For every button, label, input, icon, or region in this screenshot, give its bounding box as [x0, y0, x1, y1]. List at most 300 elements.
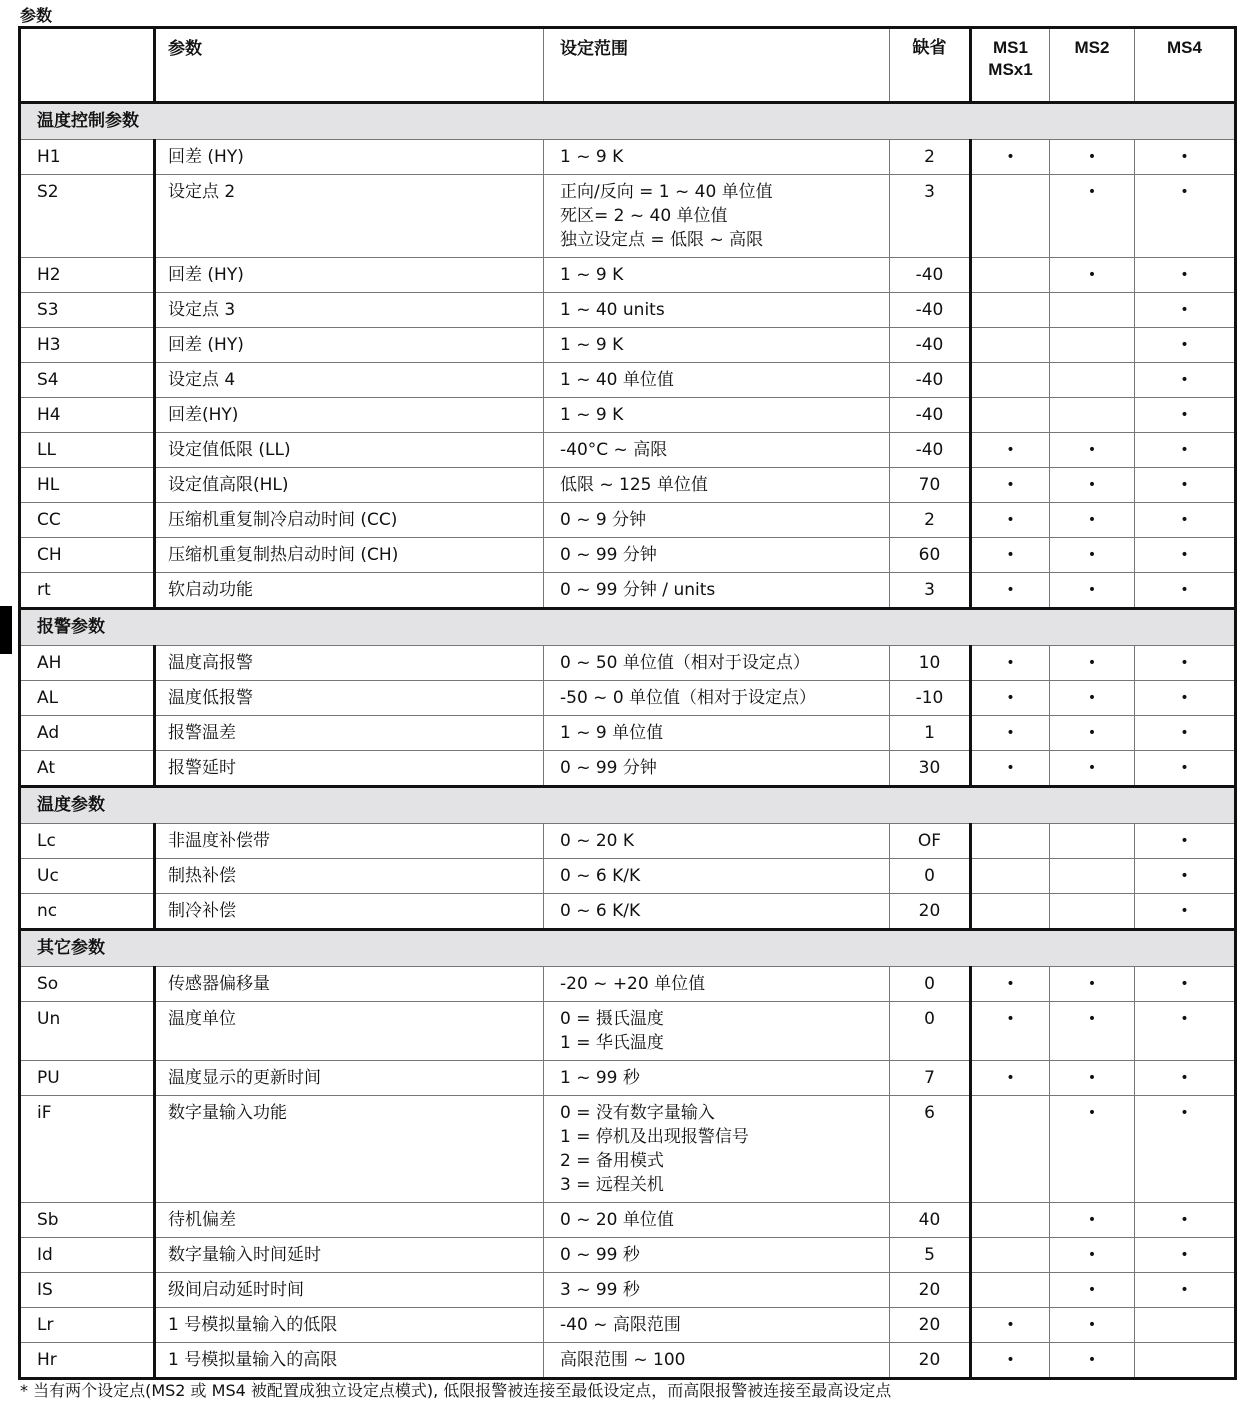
ms4-bullet-icon: •: [1180, 1011, 1189, 1027]
support-ms4: [1135, 1002, 1236, 1061]
param-name: 设定点 2: [155, 175, 544, 258]
param-name: 制热补偿: [155, 859, 544, 894]
param-range: [544, 646, 890, 681]
ms1-bullet-icon: •: [1006, 582, 1015, 598]
param-code: H2: [20, 258, 155, 293]
support-ms1: [971, 1002, 1050, 1061]
table-row: [20, 293, 1236, 328]
support-ms4: [1135, 1096, 1236, 1203]
ms2-bullet-icon: •: [1087, 184, 1097, 200]
support-ms2: [1050, 293, 1135, 328]
header-default: 缺省: [890, 28, 971, 103]
ms2-bullet-icon: •: [1087, 1247, 1097, 1263]
param-range: [544, 1308, 890, 1343]
table-row: [20, 398, 1236, 433]
ms1-bullet-icon: •: [1006, 442, 1015, 458]
table-row: [20, 646, 1236, 681]
table-row: [20, 140, 1236, 175]
param-name: 温度显示的更新时间: [155, 1061, 544, 1096]
param-name: 报警温差: [155, 716, 544, 751]
ms4-bullet-icon: •: [1180, 267, 1189, 283]
param-range: [544, 140, 890, 175]
param-name: 传感器偏移量: [155, 967, 544, 1002]
range-line: 0 = 没有数字量输入: [560, 1103, 715, 1123]
ms1-bullet-icon: •: [1006, 655, 1015, 671]
ms4-bullet-icon: •: [1180, 547, 1189, 563]
ms4-bullet-icon: •: [1180, 512, 1189, 528]
param-code: AL: [20, 681, 155, 716]
param-name: 回差 (HY): [155, 328, 544, 363]
param-range: [544, 859, 890, 894]
param-name: 压缩机重复制冷启动时间 (CC): [155, 503, 544, 538]
ms1-bullet-icon: •: [1006, 725, 1015, 741]
param-default: 40: [890, 1203, 971, 1238]
ms2-bullet-icon: •: [1087, 1317, 1097, 1333]
table-row: [20, 503, 1236, 538]
param-range: [544, 258, 890, 293]
header-param: 参数: [155, 28, 544, 103]
param-default: -40: [890, 293, 971, 328]
param-name: 1 号模拟量输入的低限: [155, 1308, 544, 1343]
param-code: nc: [20, 894, 155, 930]
support-ms1: [971, 1238, 1050, 1273]
table-row: [20, 1343, 1236, 1379]
param-default: 60: [890, 538, 971, 573]
param-range: [544, 1096, 890, 1203]
support-ms1: [971, 681, 1050, 716]
ms4-bullet-icon: •: [1180, 903, 1189, 919]
support-ms2: [1050, 681, 1135, 716]
ms4-bullet-icon: •: [1180, 477, 1189, 493]
param-code: iF: [20, 1096, 155, 1203]
section-header: [20, 609, 1236, 646]
support-ms2: [1050, 398, 1135, 433]
support-ms2: [1050, 967, 1135, 1002]
param-range: [544, 716, 890, 751]
param-range: [544, 751, 890, 787]
support-ms1: [971, 824, 1050, 859]
ms4-bullet-icon: •: [1180, 725, 1189, 741]
support-ms4: [1135, 681, 1236, 716]
section-title: 温度控制参数: [20, 103, 1236, 140]
param-name: 软启动功能: [155, 573, 544, 609]
range-line: 0 ~ 99 秒: [560, 1245, 640, 1265]
param-code: HL: [20, 468, 155, 503]
ms4-bullet-icon: •: [1180, 833, 1189, 849]
range-line: 0 ~ 6 K/K: [560, 866, 641, 886]
support-ms1: [971, 328, 1050, 363]
support-ms2: [1050, 503, 1135, 538]
param-default: 3: [890, 573, 971, 609]
ms4-bullet-icon: •: [1180, 1212, 1189, 1228]
support-ms1: [971, 1061, 1050, 1096]
param-name: 回差 (HY): [155, 258, 544, 293]
param-name: 回差(HY): [155, 398, 544, 433]
param-default: 10: [890, 646, 971, 681]
support-ms2: [1050, 573, 1135, 609]
support-ms1: [971, 967, 1050, 1002]
table-row: [20, 1096, 1236, 1203]
param-code: Sb: [20, 1203, 155, 1238]
range-line: 1 ~ 40 units: [560, 300, 665, 320]
support-ms2: [1050, 1273, 1135, 1308]
ms4-bullet-icon: •: [1180, 655, 1189, 671]
param-code: Lr: [20, 1308, 155, 1343]
param-default: -40: [890, 398, 971, 433]
ms2-bullet-icon: •: [1087, 1105, 1097, 1121]
ms2-bullet-icon: •: [1087, 1070, 1097, 1086]
param-range: [544, 1238, 890, 1273]
ms4-bullet-icon: •: [1180, 442, 1189, 458]
support-ms1: [971, 716, 1050, 751]
ms4-bullet-icon: •: [1180, 690, 1189, 706]
param-code: Un: [20, 1002, 155, 1061]
param-code: PU: [20, 1061, 155, 1096]
support-ms1: [971, 1096, 1050, 1203]
section-header: [20, 103, 1236, 140]
support-ms1: [971, 538, 1050, 573]
ms1-bullet-icon: •: [1006, 477, 1015, 493]
ms2-bullet-icon: •: [1087, 477, 1097, 493]
ms4-bullet-icon: •: [1180, 149, 1189, 165]
support-ms4: [1135, 503, 1236, 538]
range-line: 1 ~ 9 单位值: [560, 723, 664, 743]
support-ms2: [1050, 175, 1135, 258]
param-range: [544, 967, 890, 1002]
ms1-bullet-icon: •: [1006, 547, 1015, 563]
param-default: 20: [890, 1308, 971, 1343]
table-row: [20, 1061, 1236, 1096]
table-row: [20, 433, 1236, 468]
range-line: -50 ~ 0 单位值（相对于设定点）: [560, 688, 817, 708]
table-row: [20, 1203, 1236, 1238]
support-ms2: [1050, 716, 1135, 751]
table-row: [20, 328, 1236, 363]
ms2-bullet-icon: •: [1087, 1352, 1097, 1368]
param-default: -10: [890, 681, 971, 716]
table-header: [20, 28, 1236, 103]
support-ms2: [1050, 751, 1135, 787]
support-ms2: [1050, 1238, 1135, 1273]
range-line: 1 = 华氏温度: [560, 1033, 664, 1053]
range-line: 0 = 摄氏温度: [560, 1009, 664, 1029]
param-code: Ad: [20, 716, 155, 751]
range-line: 1 ~ 99 秒: [560, 1068, 640, 1088]
support-ms4: [1135, 468, 1236, 503]
ms2-bullet-icon: •: [1087, 582, 1097, 598]
param-default: 70: [890, 468, 971, 503]
footnote: * 当有两个设定点(MS2 或 MS4 被配置成独立设定点模式), 低限报警被连接至最低设定点，而高限报警被连接至最高设定点: [20, 1381, 892, 1400]
table-row: [20, 258, 1236, 293]
param-name: 待机偏差: [155, 1203, 544, 1238]
ms4-bullet-icon: •: [1180, 976, 1189, 992]
param-range: [544, 468, 890, 503]
table-row: [20, 538, 1236, 573]
param-default: 30: [890, 751, 971, 787]
support-ms2: [1050, 258, 1135, 293]
ms2-bullet-icon: •: [1087, 512, 1097, 528]
param-code: S4: [20, 363, 155, 398]
support-ms4: [1135, 1308, 1236, 1343]
range-line: 0 ~ 20 单位值: [560, 1210, 674, 1230]
ms2-bullet-icon: •: [1087, 690, 1097, 706]
support-ms1: [971, 258, 1050, 293]
param-range: [544, 503, 890, 538]
ms2-bullet-icon: •: [1087, 1011, 1097, 1027]
support-ms1: [971, 398, 1050, 433]
ms2-bullet-icon: •: [1087, 1282, 1097, 1298]
range-line: 0 ~ 99 分钟: [560, 758, 657, 778]
param-code: H4: [20, 398, 155, 433]
range-line: 1 ~ 9 K: [560, 265, 624, 285]
ms4-bullet-icon: •: [1180, 407, 1189, 423]
range-line: 死区= 2 ~ 40 单位值: [560, 206, 728, 226]
range-line: 1 ~ 9 K: [560, 335, 624, 355]
section-title: 报警参数: [20, 609, 1236, 646]
range-line: -40°C ~ 高限: [560, 440, 668, 460]
param-code: At: [20, 751, 155, 787]
ms1-bullet-icon: •: [1006, 690, 1015, 706]
support-ms1: [971, 363, 1050, 398]
range-line: 高限范围 ~ 100: [560, 1350, 686, 1370]
support-ms2: [1050, 859, 1135, 894]
side-tab-marker: [0, 606, 12, 654]
param-default: 0: [890, 859, 971, 894]
param-range: [544, 894, 890, 930]
param-default: 1: [890, 716, 971, 751]
support-ms1: [971, 859, 1050, 894]
table-row: [20, 175, 1236, 258]
param-code: IS: [20, 1273, 155, 1308]
support-ms4: [1135, 967, 1236, 1002]
param-code: So: [20, 967, 155, 1002]
param-range: [544, 433, 890, 468]
support-ms1: [971, 1203, 1050, 1238]
range-line: 3 ~ 99 秒: [560, 1280, 640, 1300]
param-code: CC: [20, 503, 155, 538]
ms2-bullet-icon: •: [1087, 1212, 1097, 1228]
table-row: [20, 573, 1236, 609]
param-name: 设定点 4: [155, 363, 544, 398]
support-ms4: [1135, 1343, 1236, 1379]
support-ms4: [1135, 538, 1236, 573]
support-ms1: [971, 433, 1050, 468]
support-ms4: [1135, 751, 1236, 787]
support-ms2: [1050, 363, 1135, 398]
param-default: -40: [890, 328, 971, 363]
support-ms4: [1135, 646, 1236, 681]
support-ms2: [1050, 538, 1135, 573]
range-line: 3 = 远程关机: [560, 1175, 664, 1195]
section-header: [20, 787, 1236, 824]
param-name: 非温度补偿带: [155, 824, 544, 859]
param-default: 3: [890, 175, 971, 258]
ms1-bullet-icon: •: [1006, 512, 1015, 528]
ms4-bullet-icon: •: [1180, 760, 1189, 776]
ms2-bullet-icon: •: [1087, 149, 1097, 165]
ms4-bullet-icon: •: [1180, 372, 1189, 388]
page-title: 参数: [20, 6, 53, 25]
section-header: [20, 930, 1236, 967]
support-ms1: [971, 894, 1050, 930]
ms2-bullet-icon: •: [1087, 547, 1097, 563]
param-default: 0: [890, 1002, 971, 1061]
param-default: 0: [890, 967, 971, 1002]
header-range: 设定范围: [544, 28, 890, 103]
param-code: H3: [20, 328, 155, 363]
range-line: 0 ~ 99 分钟: [560, 545, 657, 565]
ms1-bullet-icon: •: [1006, 1352, 1015, 1368]
ms2-bullet-icon: •: [1087, 760, 1097, 776]
support-ms2: [1050, 1203, 1135, 1238]
range-line: 正向/反向 = 1 ~ 40 单位值: [560, 182, 773, 202]
param-name: 1 号模拟量输入的高限: [155, 1343, 544, 1379]
support-ms4: [1135, 1238, 1236, 1273]
table-row: [20, 824, 1236, 859]
support-ms4: [1135, 894, 1236, 930]
param-code: LL: [20, 433, 155, 468]
ms4-bullet-icon: •: [1180, 1282, 1189, 1298]
support-ms1: [971, 1308, 1050, 1343]
ms1-bullet-icon: •: [1006, 760, 1015, 776]
param-code: Hr: [20, 1343, 155, 1379]
support-ms4: [1135, 293, 1236, 328]
param-range: [544, 824, 890, 859]
range-line: 0 ~ 50 单位值（相对于设定点）: [560, 653, 810, 673]
support-ms1: [971, 751, 1050, 787]
param-code: CH: [20, 538, 155, 573]
ms2-bullet-icon: •: [1087, 655, 1097, 671]
ms4-bullet-icon: •: [1180, 1070, 1189, 1086]
param-name: 温度低报警: [155, 681, 544, 716]
support-ms1: [971, 293, 1050, 328]
parameter-table: [18, 26, 1237, 1380]
table-row: [20, 1238, 1236, 1273]
param-code: rt: [20, 573, 155, 609]
param-code: Lc: [20, 824, 155, 859]
range-line: 独立设定点 = 低限 ~ 高限: [560, 230, 764, 250]
header-ms1-label: MS1: [993, 38, 1028, 57]
support-ms4: [1135, 328, 1236, 363]
param-name: 报警延时: [155, 751, 544, 787]
header-ms2: MS2: [1050, 28, 1135, 103]
param-default: 20: [890, 1343, 971, 1379]
ms4-bullet-icon: •: [1180, 302, 1189, 318]
table-row: [20, 1308, 1236, 1343]
ms4-bullet-icon: •: [1180, 1247, 1189, 1263]
param-default: 2: [890, 503, 971, 538]
param-range: [544, 681, 890, 716]
param-name: 级间启动延时时间: [155, 1273, 544, 1308]
range-line: 1 = 停机及出现报警信号: [560, 1127, 749, 1147]
support-ms4: [1135, 140, 1236, 175]
param-default: 2: [890, 140, 971, 175]
support-ms1: [971, 573, 1050, 609]
param-code: AH: [20, 646, 155, 681]
ms1-bullet-icon: •: [1006, 1317, 1015, 1333]
param-name: 数字量输入时间延时: [155, 1238, 544, 1273]
range-line: 0 ~ 99 分钟 / units: [560, 580, 716, 600]
ms4-bullet-icon: •: [1180, 582, 1189, 598]
support-ms2: [1050, 894, 1135, 930]
support-ms2: [1050, 328, 1135, 363]
param-default: 6: [890, 1096, 971, 1203]
support-ms4: [1135, 363, 1236, 398]
param-name: 压缩机重复制热启动时间 (CH): [155, 538, 544, 573]
table-row: [20, 716, 1236, 751]
param-range: [544, 1061, 890, 1096]
table-row: [20, 1002, 1236, 1061]
support-ms1: [971, 503, 1050, 538]
range-line: 1 ~ 9 K: [560, 405, 624, 425]
ms2-bullet-icon: •: [1087, 442, 1097, 458]
range-line: 0 ~ 6 K/K: [560, 901, 641, 921]
section-title: 其它参数: [20, 930, 1236, 967]
support-ms2: [1050, 1096, 1135, 1203]
range-line: 1 ~ 9 K: [560, 147, 624, 167]
support-ms4: [1135, 573, 1236, 609]
support-ms4: [1135, 258, 1236, 293]
param-default: -40: [890, 258, 971, 293]
support-ms2: [1050, 433, 1135, 468]
section-title: 温度参数: [20, 787, 1236, 824]
param-code: S2: [20, 175, 155, 258]
param-code: Uc: [20, 859, 155, 894]
support-ms2: [1050, 824, 1135, 859]
table-row: [20, 468, 1236, 503]
param-default: -40: [890, 363, 971, 398]
param-name: 回差 (HY): [155, 140, 544, 175]
param-name: 制冷补偿: [155, 894, 544, 930]
table-row: [20, 967, 1236, 1002]
ms2-bullet-icon: •: [1087, 267, 1097, 283]
header-msx1-label: MSx1: [988, 60, 1033, 79]
support-ms2: [1050, 1343, 1135, 1379]
param-range: [544, 398, 890, 433]
param-default: OF: [890, 824, 971, 859]
param-name: 温度单位: [155, 1002, 544, 1061]
header-code: [20, 28, 155, 103]
support-ms1: [971, 140, 1050, 175]
support-ms1: [971, 646, 1050, 681]
param-range: [544, 1002, 890, 1061]
param-range: [544, 293, 890, 328]
param-range: [544, 328, 890, 363]
param-default: 5: [890, 1238, 971, 1273]
table-row: [20, 1273, 1236, 1308]
param-range: [544, 1203, 890, 1238]
ms1-bullet-icon: •: [1006, 1070, 1015, 1086]
support-ms4: [1135, 859, 1236, 894]
range-line: 低限 ~ 125 单位值: [560, 475, 708, 495]
support-ms4: [1135, 398, 1236, 433]
param-range: [544, 1343, 890, 1379]
support-ms2: [1050, 646, 1135, 681]
param-code: Id: [20, 1238, 155, 1273]
support-ms4: [1135, 175, 1236, 258]
support-ms2: [1050, 140, 1135, 175]
ms1-bullet-icon: •: [1006, 149, 1015, 165]
support-ms1: [971, 175, 1050, 258]
param-default: -40: [890, 433, 971, 468]
support-ms2: [1050, 1061, 1135, 1096]
support-ms4: [1135, 1273, 1236, 1308]
ms4-bullet-icon: •: [1180, 1105, 1189, 1121]
table-row: [20, 894, 1236, 930]
support-ms4: [1135, 824, 1236, 859]
param-name: 设定值高限(HL): [155, 468, 544, 503]
support-ms4: [1135, 716, 1236, 751]
